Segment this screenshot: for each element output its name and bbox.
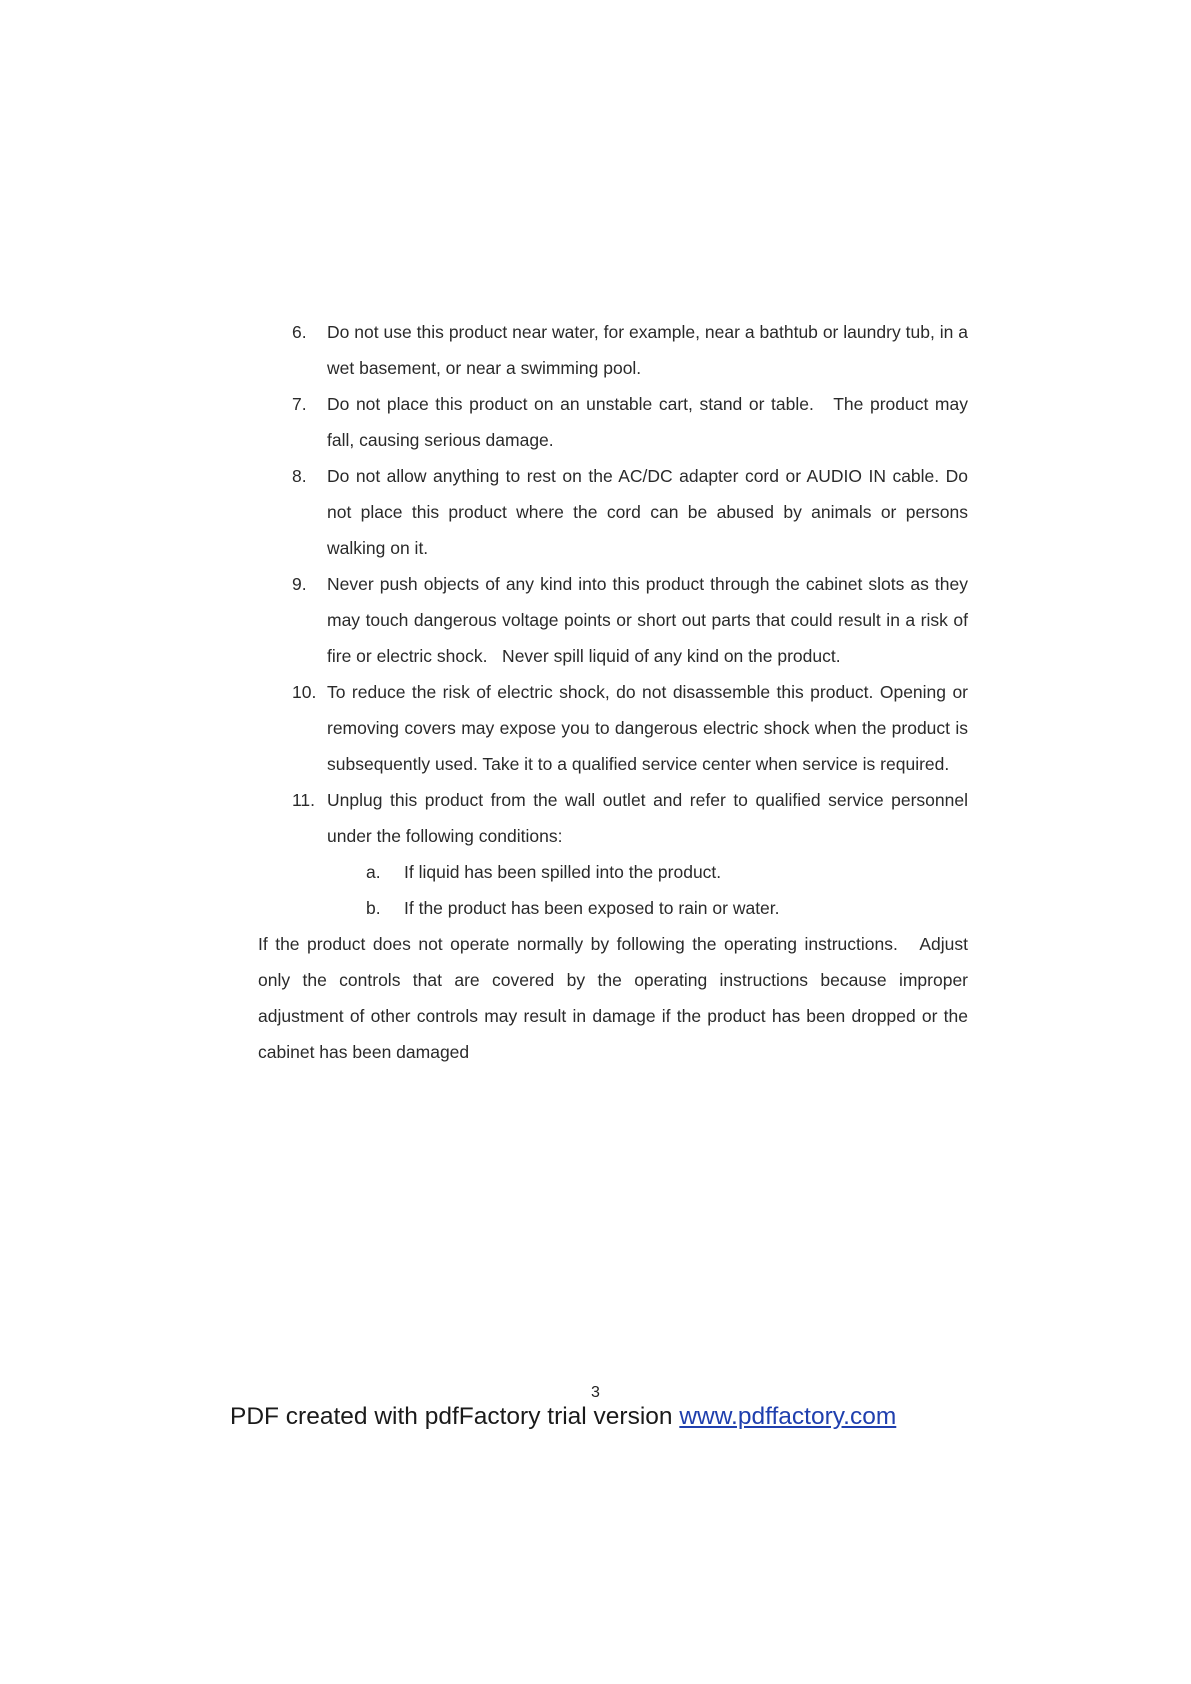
list-item-8 [258,458,968,566]
footer-text: PDF created with pdfFactory trial version [230,1403,680,1430]
sub-list-text: If the product has been exposed to rain or water. [404,898,780,918]
list-number: 9. [292,574,307,594]
sub-list-letter: b. [366,898,381,918]
list-text: Never push objects of any kind into this product through the cabinet slots as they may touch dangerous voltage points or short out parts that could result in a risk of fire or electric shock. Never spill liquid of any kind on the product. [327,574,973,666]
list-text: Do not use this product near water, for example, near a bathtub or laundry tub, in a wet basement, or near a swimming pool. [327,322,968,378]
list-number: 8. [292,466,307,486]
safety-instructions [258,314,973,1070]
pdf-footer [230,1403,896,1431]
sub-list-text: If liquid has been spilled into the product. [404,862,722,882]
list-item-7 [258,386,973,458]
page-number: 3 [591,1384,600,1401]
closing-paragraph: If the product does not operate normally by following the operating instructions. Adjust only the controls that are covered by the operating instructions because improper adjustment of other controls may result in damage if the product has been dropped or the cabinet has been damaged [258,934,973,1062]
list-item-10 [258,674,968,782]
list-item-9 [258,566,973,674]
list-item-6 [258,314,968,386]
list-number: 11. [292,790,316,810]
sub-list-item-a [258,854,968,890]
list-number: 6. [292,322,307,342]
list-text: Do not allow anything to rest on the AC/DC adapter cord or AUDIO IN cable. Do not place this product where the cord can be abused by animals or persons walking on it. [327,466,968,558]
list-text: Unplug this product from the wall outlet and refer to qualified service personnel under the following conditions: [327,790,968,846]
list-text: To reduce the risk of electric shock, do not disassemble this product. Opening or removing covers may expose you to dangerous electric shock when the product is subsequently used. Take it to a qualified service center when service is required. [327,682,968,774]
list-number: 7. [292,394,307,414]
list-number: 10. [292,682,317,702]
footer-link[interactable]: www.pdffactory.com [679,1403,897,1430]
list-text: Do not place this product on an unstable cart, stand or table. The product may fall, causing serious damage. [327,394,973,450]
sub-list-letter: a. [366,862,381,882]
sub-list-item-b [258,890,968,926]
list-item-11 [258,782,968,854]
